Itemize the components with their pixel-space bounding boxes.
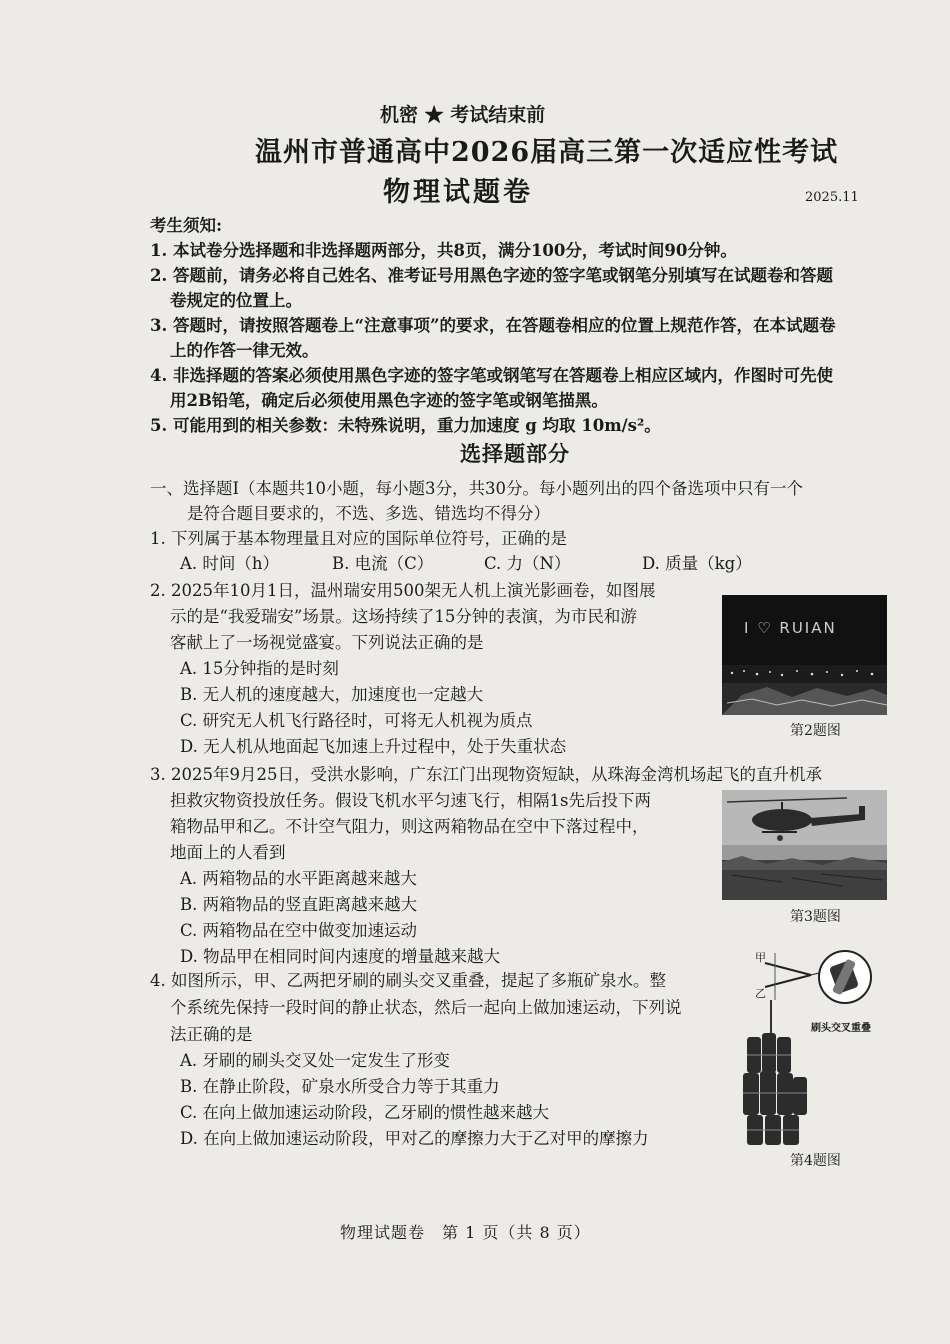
q4-option-d: D. 在向上做加速运动阶段，甲对乙的摩擦力大于乙对甲的摩擦力 (180, 1129, 649, 1148)
q2-option-c: C. 研究无人机飞行路径时，可将无人机视为质点 (180, 711, 533, 730)
q1-stem: 1. 下列属于基本物理量且对应的国际单位符号，正确的是 (150, 529, 567, 548)
q4-stem-3: 法正确的是 (170, 1025, 253, 1044)
q3-option-a: A. 两箱物品的水平距离越来越大 (180, 869, 417, 888)
q2-figure-caption: 第2题图 (790, 723, 841, 739)
notice-item-2-cont: 卷规定的位置上。 (170, 291, 302, 310)
q3-stem-2: 担救灾物资投放任务。假设飞机水平匀速飞行，相隔1s先后投下两 (170, 791, 651, 810)
drone-show-text: I ♡ RUIAN (744, 619, 837, 637)
q3-option-d: D. 物品甲在相同时间内速度的增量越来越大 (180, 947, 501, 966)
q2-stem-1: 2. 2025年10月1日，温州瑞安用500架无人机上演光影画卷，如图展 (150, 581, 656, 600)
toothbrush-bottles-illustration (735, 945, 890, 1165)
toothbrush-label-yi: 乙 (755, 987, 766, 1000)
q2-option-d: D. 无人机从地面起飞加速上升过程中，处于失重状态 (180, 737, 567, 756)
notice-heading: 考生须知: (150, 216, 223, 235)
part1-instruction-cont: 是符合题目要求的，不选、多选、错选均不得分） (187, 504, 550, 523)
notice-item-4-cont: 用2B铅笔，确定后必须使用黑色字迹的签字笔或钢笔描黑。 (170, 391, 608, 410)
q2-stem-3: 客献上了一场视觉盛宴。下列说法正确的是 (170, 633, 484, 652)
q4-option-c: C. 在向上做加速运动阶段，乙牙刷的惯性越来越大 (180, 1103, 550, 1122)
q3-stem-3: 箱物品甲和乙。不计空气阻力，则这两箱物品在空中下落过程中， (170, 817, 649, 836)
q4-figure-caption: 第4题图 (790, 1153, 841, 1169)
q2-stem-2: 示的是“我爱瑞安”场景。这场持续了15分钟的表演，为市民和游 (170, 607, 637, 626)
q3-stem-4: 地面上的人看到 (170, 843, 286, 862)
notice-item-3-cont: 上的作答一律无效。 (170, 341, 319, 360)
q3-figure-caption: 第3题图 (790, 909, 841, 925)
exam-subtitle: 物理试题卷 (383, 177, 533, 208)
drone-show-illustration (722, 595, 887, 715)
q4-toothbrush-figure (735, 945, 890, 1165)
q3-option-b: B. 两箱物品的竖直距离越来越大 (180, 895, 418, 914)
q4-stem-2: 个系统先保持一段时间的静止状态，然后一起向上做加速运动，下列说 (170, 998, 682, 1017)
notice-item-1: 1. 本试卷分选择题和非选择题两部分，共8页，满分100分，考试时间90分钟。 (150, 241, 737, 260)
q1-option-d: D. 质量（kg） (642, 554, 752, 573)
inset-label: 刷头交叉重叠 (811, 1023, 871, 1034)
page-footer: 物理试题卷 第 1 页（共 8 页） (340, 1223, 591, 1242)
q4-stem-1: 4. 如图所示，甲、乙两把牙刷的刷头交叉重叠，提起了多瓶矿泉水。整 (150, 971, 666, 990)
exam-title: 温州市普通高中2026届高三第一次适应性考试 (255, 137, 839, 168)
q3-stem-1: 3. 2025年9月25日，受洪水影响，广东江门出现物资短缺，从珠海金湾机场起飞的直升机承 (150, 765, 822, 784)
q1-option-a: A. 时间（h） (180, 554, 280, 573)
confidential-label: 机密 ★ 考试结束前 (380, 104, 546, 126)
section-title: 选择题部分 (460, 441, 570, 466)
helicopter-illustration (722, 790, 887, 900)
notice-item-4: 4. 非选择题的答案必须使用黑色字迹的签字笔或钢笔写在答题卷上相应区域内，作图时可先使 (150, 366, 833, 385)
q4-option-b: B. 在静止阶段，矿泉水所受合力等于其重力 (180, 1077, 500, 1096)
q3-option-c: C. 两箱物品在空中做变加速运动 (180, 921, 418, 940)
part1-instruction: 一、选择题Ⅰ（本题共10小题，每小题3分，共30分。每小题列出的四个备选项中只有一个 (150, 479, 804, 498)
q4-option-a: A. 牙刷的刷头交叉处一定发生了形变 (180, 1051, 450, 1070)
notice-item-2: 2. 答题前，请务必将自己姓名、准考证号用黑色字迹的签字笔或钢笔分别填写在试题卷和答题 (150, 266, 833, 285)
notice-item-5: 5. 可能用到的相关参数：未特殊说明，重力加速度 g 均取 10m/s²。 (150, 416, 661, 435)
q1-option-b: B. 电流（C） (332, 554, 434, 573)
q2-option-b: B. 无人机的速度越大，加速度也一定越大 (180, 685, 484, 704)
q3-helicopter-photo (722, 790, 887, 900)
exam-date: 2025.11 (805, 190, 859, 205)
q2-drone-show-photo (722, 595, 887, 715)
q2-option-a: A. 15分钟指的是时刻 (180, 659, 339, 678)
toothbrush-label-jia: 甲 (755, 951, 766, 964)
notice-item-3: 3. 答题时，请按照答题卷上“注意事项”的要求，在答题卷相应的位置上规范作答，在本试题卷 (150, 316, 836, 335)
q1-option-c: C. 力（N） (484, 554, 571, 573)
